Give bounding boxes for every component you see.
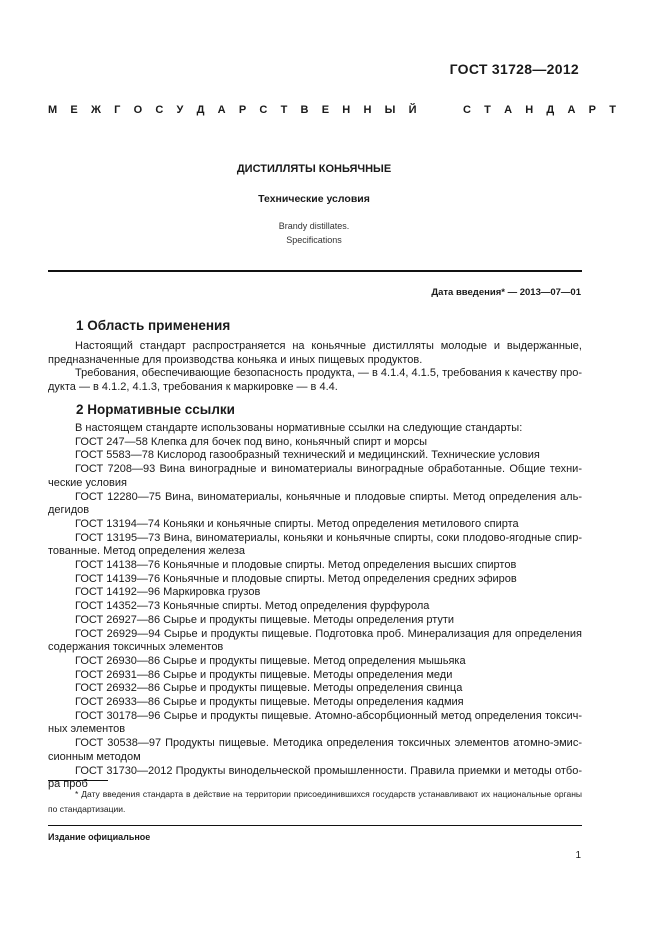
english-title-line-1: Brandy distillates. [278,221,350,231]
banner-letter: Н [525,104,534,116]
reference-item: ГОСТ 14192—96 Маркировка грузов [75,586,261,599]
english-title-line-2: Specifications [286,235,342,245]
banner-letter: А [567,104,576,116]
title-divider [48,270,582,272]
paragraph: Настоящий стандарт распространяется на коньячные дистилляты молодые и выдержанные, предназначенные для производства коньяка и иных пищевых продуктов. [48,340,582,366]
introduction-date: Дата введения* — 2013—07—01 [431,287,581,298]
banner-letter: Н [363,104,372,116]
edition-divider [48,825,582,826]
reference-item: В настоящем стандарте использованы нормативные ссылки на следующие стандарты: [75,422,523,434]
banner-letter: Г [114,104,121,116]
reference-item: ГОСТ 12280—75 Вина, виноматериалы, коньячные и плодовые спирты. Метод определения альдегидов [48,490,582,517]
reference-item: ГОСТ 5583—78 Кислород газообразный технический и медицинский. Технические условия [75,449,540,462]
banner-letter: Р [238,104,247,116]
reference-item: ГОСТ 14139—76 Коньячные и плодовые спирты. Метод определения средних эфиров [75,572,517,585]
document-title: ДИСТИЛЛЯТЫ КОНЬЯЧНЫЕ [236,163,392,175]
footnote [48,787,582,817]
reference-item: ГОСТ 26933—86 Сырье и продукты пищевые. Методы определения кадмия [75,696,464,709]
reference-item: ГОСТ 26931—86 Сырье и продукты пищевые. Методы определения меди [75,668,453,681]
banner-letter: Ы [384,104,396,116]
reference-item: ГОСТ 14352—73 Коньячные спирты. Метод определения фурфурола [75,600,430,613]
banner-letter: Д [196,104,205,116]
banner-word-gap [430,104,450,116]
banner-letter: Ж [90,104,101,116]
banner-letter: М [48,104,58,116]
english-title [0,219,628,247]
reference-item: ГОСТ 14138—76 Коньячные и плодовые спирты. Метод определения высших спиртов [75,559,517,572]
banner-letter: С [462,104,471,116]
banner-letter: В [300,104,309,116]
banner-letter: А [504,104,513,116]
section-2-body [48,422,582,792]
footnote-divider [48,780,108,781]
reference-item: ГОСТ 30538—97 Продукты пищевые. Методика определения токсичных элементов атомно-эмиссионным методом [48,737,582,763]
footnote-text: * Дату введения стандарта в действие на территории присоединившихся государств устанавливают их национальные органы по стандартизации. [48,789,582,814]
reference-item: ГОСТ 26932—86 Сырье и продукты пищевые. Методы определения свинца [75,682,463,695]
reference-item: ГОСТ 247—58 Клепка для бочек под вино, коньячный спирт и морсы [75,435,428,448]
banner-letter: А [217,104,226,116]
banner-letter: О [133,104,143,116]
reference-item: ГОСТ 26929—94 Сырье и продукты пищевые. Подготовка проб. Минерализация для определения содержания токсичных элементов [48,627,582,654]
banner-letter: Е [321,104,330,116]
page-number: 1 [575,850,581,861]
section-2-heading: 2 Нормативные ссылки [76,402,235,417]
banner-letter: Т [484,104,491,116]
banner-letter: Т [609,104,616,116]
document-number: ГОСТ 31728—2012 [449,61,579,77]
banner-letter: У [176,104,184,116]
section-1-body [48,340,582,395]
document-subtitle: Технические условия [258,193,370,205]
section-1-heading: 1 Область применения [76,318,231,333]
reference-item: ГОСТ 13194—74 Коньяки и коньячные спирты. Метод определения метилового спирта [75,517,519,530]
banner-letter: Т [280,104,288,116]
banner-letter: С [155,104,164,116]
banner-letter: Д [546,104,555,116]
reference-item: ГОСТ 30178—96 Сырье и продукты пищевые. Атомно-абсорбционный метод определения токсичных элементов [48,709,582,736]
reference-item: ГОСТ 31730—2012 Продукты винодельческой промышленности. Правила приемки и методы отбора проб [48,764,582,791]
reference-item: ГОСТ 26930—86 Сырье и продукты пищевые. Метод определения мышьяка [75,654,466,667]
banner-letter: С [259,104,268,116]
reference-item: ГОСТ 13195—73 Вина, виноматериалы, коньяки и коньячные спирты, соки плодово-ягодные спиртованные. Метод определения железа [48,531,582,558]
banner-letter: Н [342,104,351,116]
reference-item: ГОСТ 7208—93 Вина виноградные и виноматериалы виноградные обработанные. Общие технические условия [48,463,582,489]
banner-letter: Й [408,104,417,116]
banner-letter: Р [588,104,596,116]
edition-label: Издание официальное [48,832,151,842]
interstate-standard-banner [48,104,616,116]
reference-item: ГОСТ 26927—86 Сырье и продукты пищевые. Методы определения ртути [75,613,455,626]
paragraph: Требования, обеспечивающие безопасность продукта, — в 4.1.4, 4.1.5, требования к качеству продукта — в 4.1.2, 4.1.3, требования к маркировке — в 4.4. [48,367,582,394]
banner-letter: Е [70,104,78,116]
